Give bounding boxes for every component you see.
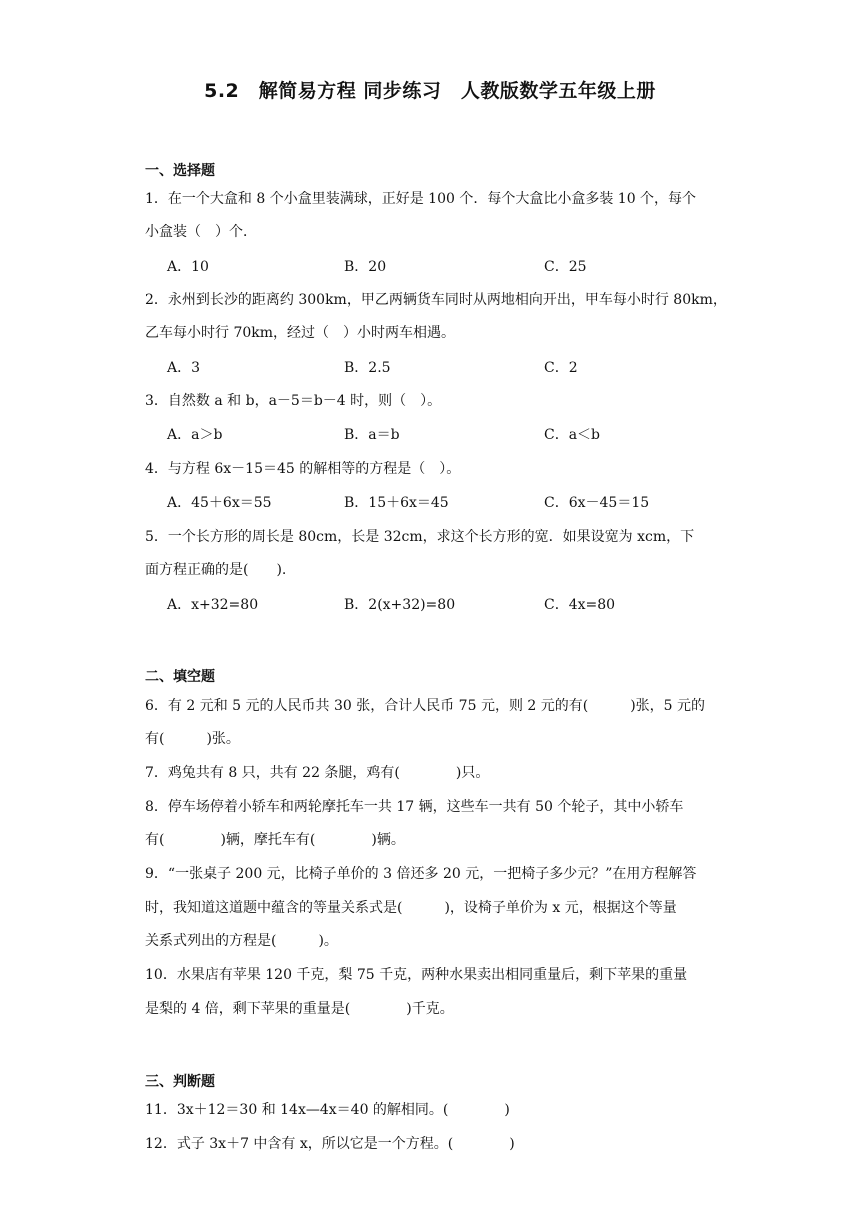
option-a: A．x+32=80	[167, 597, 259, 613]
question-line: 时，我知道这道题中蕴含的等量关系式是( )，设椅子单价为 x 元，根据这个等量	[145, 900, 677, 916]
option-c: C．4x=80	[544, 597, 616, 613]
question-line: 10．水果店有苹果 120 千克，梨 75 千克，两种水果卖出相同重量后，剩下苹果的重量	[145, 967, 688, 983]
question-line: 12．式子 3x＋7 中含有 x，所以它是一个方程。( )	[145, 1136, 515, 1152]
section-heading-fill-in: 二、填空题	[145, 669, 215, 685]
question-line: 2．永州到长沙的距离约 300km，甲乙两辆货车同时从两地相向开出，甲车每小时行 80km，	[145, 292, 727, 308]
question-line: 3．自然数 a 和 b，a－5＝b－4 时，则（ ）。	[145, 393, 442, 409]
question-line: 6．有 2 元和 5 元的人民币共 30 张，合计人民币 75 元，则 2 元的有( )张，5 元的	[145, 698, 706, 714]
option-b: B．15＋6x＝45	[344, 495, 449, 511]
question-line: 乙车每小时行 70km，经过（ ）小时两车相遇。	[145, 325, 456, 341]
question-line: 关系式列出的方程是( )。	[145, 933, 338, 949]
question-line: 小盒装（ ）个．	[145, 224, 257, 240]
section-heading-choice: 一、选择题	[145, 163, 215, 179]
question-line: 11．3x＋12＝30 和 14x—4x＝40 的解相同。( )	[145, 1102, 510, 1118]
question-line: 9．“一张桌子 200 元，比椅子单价的 3 倍还多 20 元，一把椅子多少元？”在用方程解答	[145, 866, 697, 882]
option-a: A．a＞b	[167, 427, 223, 443]
question-line: 1．在一个大盒和 8 个小盒里装满球，正好是 100 个．每个大盒比小盒多装 10 个，每个	[145, 191, 697, 207]
question-line: 7．鸡兔共有 8 只，共有 22 条腿，鸡有( )只。	[145, 765, 490, 781]
question-line: 4．与方程 6x－15＝45 的解相等的方程是（ ）。	[145, 461, 461, 477]
question-line: 有( )辆，摩托车有( )辆。	[145, 832, 405, 848]
option-c: C．6x－45＝15	[544, 495, 650, 511]
option-c: C．a＜b	[544, 427, 601, 443]
option-b: B．2.5	[344, 360, 391, 376]
option-a: A．10	[167, 259, 209, 275]
option-b: B．a＝b	[344, 427, 400, 443]
question-line: 5．一个长方形的周长是 80cm，长是 32cm，求这个长方形的宽．如果设宽为 xcm，下	[145, 529, 695, 545]
question-line: 有( )张。	[145, 731, 240, 747]
question-line: 面方程正确的是( ).	[145, 562, 287, 578]
question-line: 是梨的 4 倍，剩下苹果的重量是( )千克。	[145, 1001, 454, 1017]
option-c: C．2	[544, 360, 578, 376]
option-c: C．25	[544, 259, 587, 275]
option-a: A．3	[167, 360, 201, 376]
option-b: B．20	[344, 259, 387, 275]
section-heading-true-false: 三、判断题	[145, 1074, 215, 1090]
option-a: A．45＋6x＝55	[167, 495, 272, 511]
question-line: 8．停车场停着小轿车和两轮摩托车一共 17 辆，这些车一共有 50 个轮子，其中小轿车	[145, 799, 684, 815]
option-b: B．2(x+32)=80	[344, 597, 456, 613]
page-title: 5.2 解简易方程 同步练习 人教版数学五年级上册	[204, 80, 656, 102]
